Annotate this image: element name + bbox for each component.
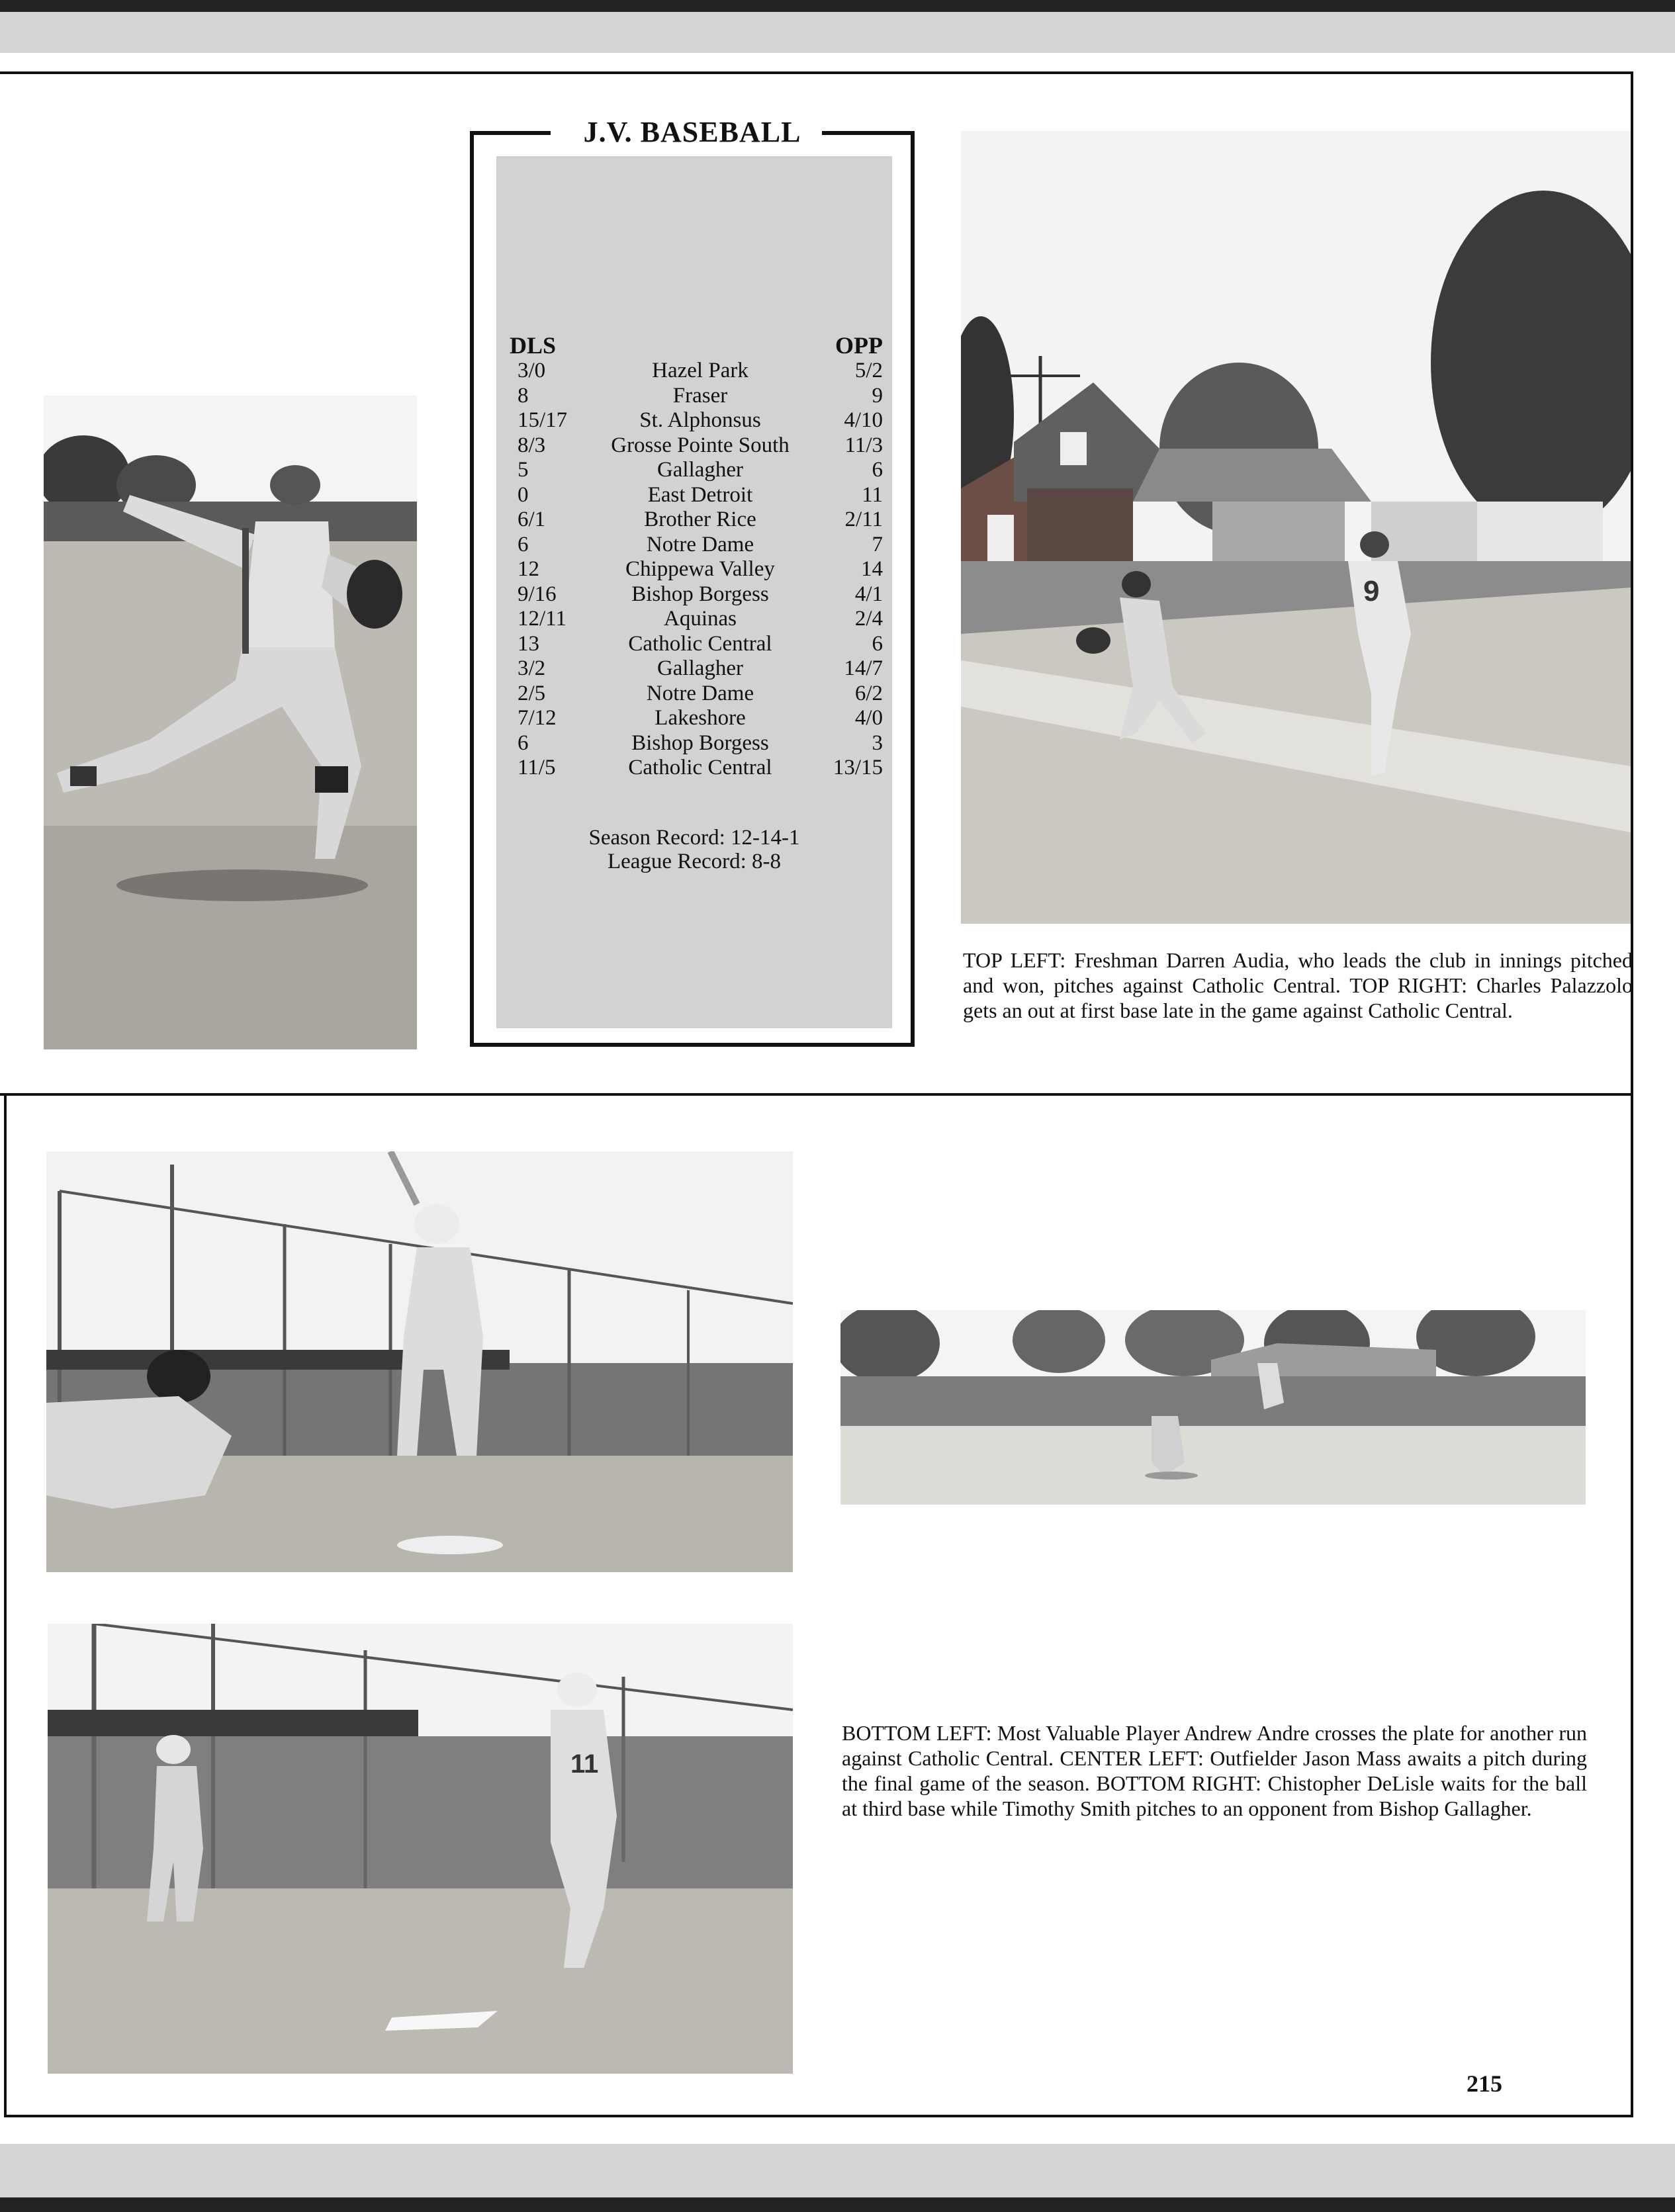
score-opponent: Catholic Central bbox=[628, 756, 772, 779]
caption-bottom: BOTTOM LEFT: Most Valuable Player Andrew Andre crosses the plate for another run against Catholic Central. CENTER LEFT: Outfielder Jason Mass awaits a pitch during the final game of the season. BOTTOM RIGHT: Chistopher DeLisle waits for the ball at third base while Timothy Smith pitches to an opponent from Bishop Gallagher. bbox=[842, 1721, 1587, 1820]
score-row bbox=[510, 557, 883, 582]
score-row bbox=[510, 656, 883, 682]
photo-pitcher bbox=[44, 396, 417, 1049]
score-opponent: Bishop Borgess bbox=[631, 582, 769, 606]
score-row bbox=[510, 682, 883, 707]
score-opp: 6 bbox=[872, 458, 883, 482]
score-opponent: Fraser bbox=[672, 383, 728, 408]
score-dls: 8 bbox=[518, 383, 529, 408]
score-row bbox=[510, 458, 883, 483]
scores-panel bbox=[496, 156, 892, 1028]
league-record: League Record: 8-8 bbox=[607, 850, 782, 873]
score-row bbox=[510, 508, 883, 533]
score-dls: 13 bbox=[518, 631, 539, 656]
score-row bbox=[510, 706, 883, 731]
score-row bbox=[510, 359, 883, 384]
photo-batter bbox=[46, 1151, 793, 1572]
score-row bbox=[510, 582, 883, 607]
score-opp: 4/10 bbox=[844, 408, 883, 432]
photo-first-base bbox=[961, 131, 1631, 924]
score-dls: 7/12 bbox=[518, 706, 557, 730]
frame-right-rule bbox=[1631, 71, 1633, 1094]
score-opp: 13/15 bbox=[833, 756, 883, 779]
score-opponent: Brother Rice bbox=[644, 508, 756, 531]
score-opponent: Catholic Central bbox=[628, 631, 772, 656]
score-dls: 0 bbox=[518, 482, 529, 507]
header-spacer bbox=[584, 332, 817, 359]
header-opp: OPP bbox=[835, 332, 883, 359]
score-opp: 11/3 bbox=[844, 433, 883, 457]
score-opponent: Grosse Pointe South bbox=[611, 433, 790, 457]
score-dls: 15/17 bbox=[518, 408, 568, 432]
score-opp: 3 bbox=[872, 730, 883, 755]
score-row bbox=[510, 756, 883, 781]
score-dls: 12 bbox=[518, 557, 539, 581]
page-number: 215 bbox=[1467, 2070, 1502, 2097]
score-opp: 11 bbox=[862, 482, 883, 507]
score-opp: 9 bbox=[872, 383, 883, 408]
score-opponent: Bishop Borgess bbox=[631, 730, 769, 755]
score-dls: 11/5 bbox=[518, 756, 556, 779]
photo-home-plate bbox=[48, 1624, 793, 2074]
scores-header-row bbox=[510, 332, 883, 359]
score-dls: 2/5 bbox=[518, 681, 546, 705]
score-opponent: Gallagher bbox=[656, 656, 744, 680]
season-record: Season Record: 12-14-1 bbox=[588, 826, 800, 850]
score-dls: 6/1 bbox=[518, 508, 546, 531]
score-opponent: Notre Dame bbox=[646, 532, 754, 556]
score-dls: 12/11 bbox=[518, 607, 566, 631]
score-row bbox=[510, 632, 883, 657]
score-row bbox=[510, 408, 883, 433]
score-opp: 14 bbox=[861, 557, 883, 581]
header-dls: DLS bbox=[510, 332, 557, 359]
top-rule bbox=[0, 71, 1633, 74]
scores-table bbox=[510, 332, 883, 781]
score-opp: 4/1 bbox=[854, 582, 883, 606]
score-opp: 2/11 bbox=[844, 508, 883, 531]
score-row bbox=[510, 731, 883, 756]
section-title: J.V. BASEBALL bbox=[583, 116, 801, 148]
score-opponent: Gallagher bbox=[656, 458, 744, 482]
scan-border-top bbox=[0, 0, 1675, 53]
score-opponent: Chippewa Valley bbox=[625, 557, 775, 581]
score-row bbox=[510, 433, 883, 459]
score-opponent: East Detroit bbox=[647, 482, 753, 507]
score-dls: 9/16 bbox=[518, 582, 557, 606]
score-opponent: Notre Dame bbox=[646, 681, 754, 705]
records bbox=[496, 826, 892, 873]
score-dls: 6 bbox=[518, 730, 529, 755]
score-dls: 3/2 bbox=[518, 656, 546, 680]
score-opp: 5/2 bbox=[854, 359, 883, 382]
score-opponent: St. Alphonsus bbox=[639, 408, 761, 432]
photo-third-base bbox=[840, 1310, 1586, 1505]
runner-jersey-number: 9 bbox=[1363, 575, 1380, 607]
score-opp: 6/2 bbox=[854, 681, 883, 705]
score-opp: 14/7 bbox=[844, 656, 883, 680]
batter-jersey-number: 11 bbox=[570, 1749, 599, 1779]
score-opp: 7 bbox=[872, 532, 883, 556]
score-row bbox=[510, 607, 883, 632]
score-opp: 6 bbox=[872, 631, 883, 656]
score-row bbox=[510, 384, 883, 409]
score-opp: 4/0 bbox=[854, 706, 883, 730]
scan-border-bottom bbox=[0, 2144, 1675, 2212]
score-dls: 6 bbox=[518, 532, 529, 556]
score-dls: 5 bbox=[518, 458, 529, 482]
score-opponent: Aquinas bbox=[664, 607, 737, 631]
score-opponent: Hazel Park bbox=[652, 359, 748, 382]
score-dls: 8/3 bbox=[518, 433, 546, 457]
score-opponent: Lakeshore bbox=[655, 706, 746, 730]
caption-top: TOP LEFT: Freshman Darren Audia, who leads the club in innings pitched and won, pitches against Catholic Central. TOP RIGHT: Charles Palazzolo gets an out at first base late in the game against Catholic Central. bbox=[963, 948, 1633, 1022]
scores-box bbox=[470, 116, 915, 1047]
score-row bbox=[510, 483, 883, 508]
score-row bbox=[510, 533, 883, 558]
score-dls: 3/0 bbox=[518, 359, 546, 382]
score-opp: 2/4 bbox=[854, 607, 883, 631]
